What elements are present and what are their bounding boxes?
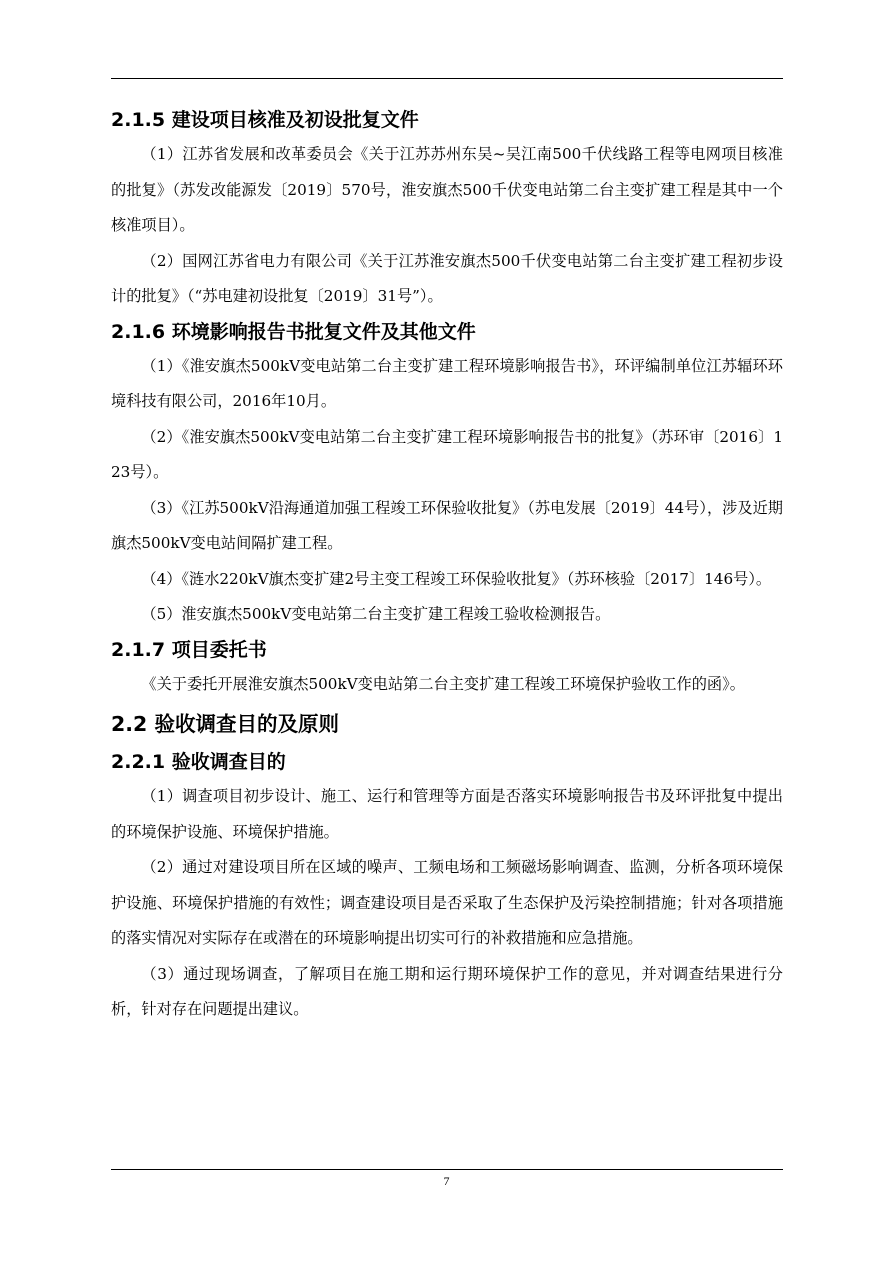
paragraph: （2）通过对建设项目所在区域的噪声、工频电场和工频磁场影响调查、监测，分析各项环境保护设施、环境保护措施的有效性；调查建设项目是否采取了生态保护及污染控制措施；针对各项措施的落实情况对实际存在或潜在的环境影响提出切实可行的补救措施和应急措施。: [111, 858, 783, 947]
paragraph: （2）《淮安旗杰500kV变电站第二台主变扩建工程环境影响报告书的批复》（苏环审〔2016〕123号）。: [111, 427, 783, 481]
paragraph: （1）江苏省发展和改革委员会《关于江苏苏州东吴~吴江南500千伏线路工程等电网项目核准的批复》（苏发改能源发〔2019〕570号，淮安旗杰500千伏变电站第二台主变扩建工程是其中一个核准项目）。: [111, 145, 783, 234]
heading-2-1-7: 2.1.7 项目委托书: [111, 638, 267, 661]
paragraph: （5）淮安旗杰500kV变电站第二台主变扩建工程竣工验收检测报告。: [141, 605, 611, 623]
document-body: [111, 103, 783, 1028]
page-number: 7: [443, 1174, 450, 1188]
paragraph: （4）《涟水220kV旗杰变扩建2号主变工程竣工环保验收批复》（苏环核验〔2017〕146号）。: [141, 569, 772, 588]
paragraph: 《关于委托开展淮安旗杰500kV变电站第二台主变扩建工程竣工环境保护验收工作的函》。: [141, 674, 745, 693]
heading-2-1-6: 2.1.6 环境影响报告书批复文件及其他文件: [111, 320, 476, 343]
paragraph: （2）国网江苏省电力有限公司《关于江苏淮安旗杰500千伏变电站第二台主变扩建工程初步设计的批复》（“苏电建初设批复〔2019〕31号”）。: [111, 251, 783, 305]
footer-rule: [111, 1169, 783, 1170]
heading-2-2-1: 2.2.1 验收调查目的: [111, 751, 286, 773]
header-rule: [111, 78, 783, 79]
paragraph: （1）《淮安旗杰500kV变电站第二台主变扩建工程环境影响报告书》，环评编制单位江苏辐环环境科技有限公司，2016年10月。: [111, 356, 783, 410]
paragraph: （3）《江苏500kV沿海通道加强工程竣工环保验收批复》（苏电发展〔2019〕44号），涉及近期旗杰500kV变电站间隔扩建工程。: [111, 498, 783, 552]
heading-2-1-5: 2.1.5 建设项目核准及初设批复文件: [111, 109, 419, 131]
paragraph: （1）调查项目初步设计、施工、运行和管理等方面是否落实环境影响报告书及环评批复中提出的环境保护设施、环境保护措施。: [111, 787, 783, 841]
heading-2-2: 2.2 验收调查目的及原则: [111, 712, 339, 736]
paragraph: （3）通过现场调查，了解项目在施工期和运行期环境保护工作的意见，并对调查结果进行分析，针对存在问题提出建议。: [111, 964, 783, 1018]
